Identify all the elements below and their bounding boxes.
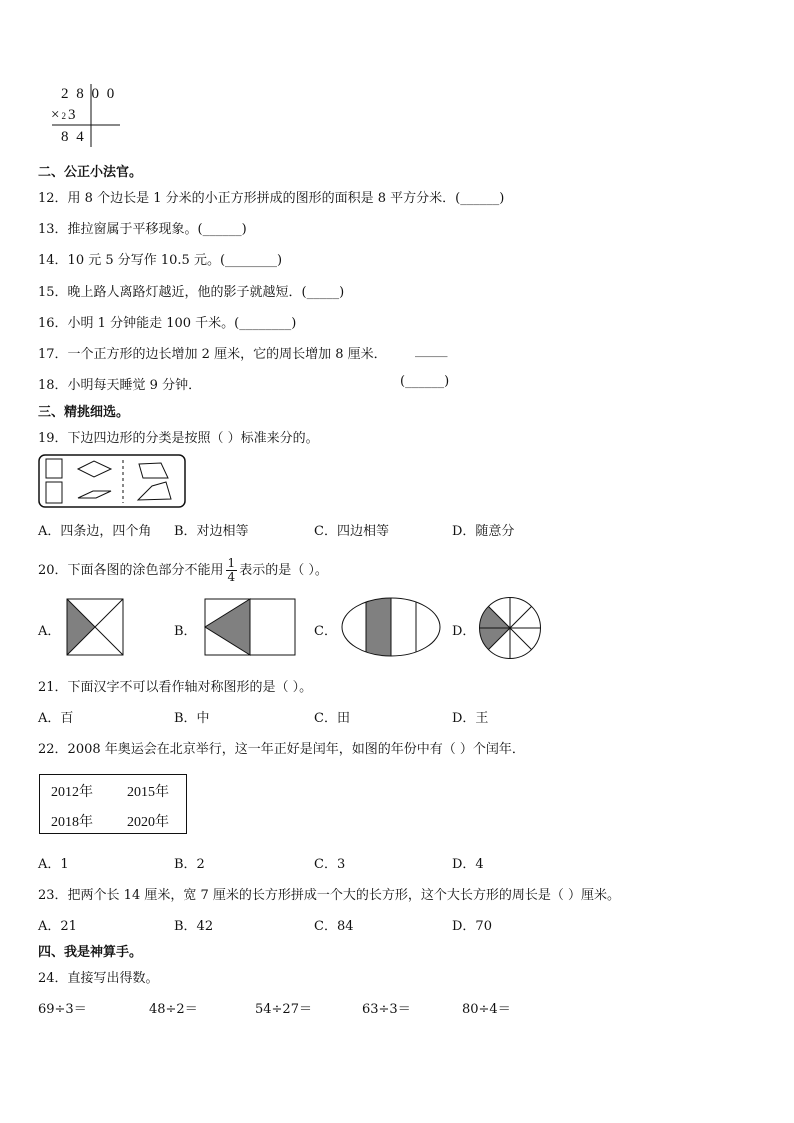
q23-option-d[interactable]: D．70 (452, 919, 492, 934)
shaded-sector-2 (479, 628, 510, 650)
fraction-denominator: 4 (227, 570, 236, 584)
question-18-blank[interactable]: (______) (400, 374, 450, 389)
year-2018: 2018年 (51, 815, 93, 830)
q19-option-b[interactable]: B．对边相等 (174, 524, 249, 539)
q20-text-before: 20．下面各图的涂色部分不能用 (38, 563, 224, 578)
q19-option-a[interactable]: A．四条边，四个角 (38, 524, 152, 539)
question-22: 22．2008 年奥运会在北京举行，这一年正好是闰年，如图的年份中有（ ）个闰年． (38, 742, 525, 757)
q22-option-a[interactable]: A．1 (38, 857, 69, 872)
question-13: 13．推拉窗属于平移现象。(______) (38, 222, 247, 237)
q20-option-c-label[interactable]: C． (314, 624, 337, 639)
question-15: 15．晚上路人离路灯越近，他的影子就越短．(_____) (38, 285, 345, 300)
q22-option-c[interactable]: C．3 (314, 857, 346, 872)
shaded-sector-1 (479, 606, 510, 628)
shaded-triangle-b (205, 599, 250, 655)
question-19: 19．下边四边形的分类是按照（ ）标准来分的。 (38, 431, 319, 446)
calc-carry-digit: 2 (61, 111, 68, 121)
calc-item-5[interactable]: 80÷4＝ (462, 1002, 511, 1017)
years-box (39, 774, 187, 834)
question-17-blank[interactable]: _____ (415, 343, 448, 358)
question-18: 18．小明每天睡觉 9 分钟． (38, 378, 202, 393)
calc-multiply-sign: × (51, 107, 62, 123)
trapezoid-shape (139, 463, 168, 478)
q22-option-d[interactable]: D．4 (452, 857, 484, 872)
parallelogram-shape (78, 491, 111, 498)
calc-row-3: 8 4 (61, 129, 86, 145)
q21-option-d[interactable]: D．王 (452, 711, 489, 726)
square-shape (46, 459, 62, 478)
q23-option-a[interactable]: A．21 (38, 919, 77, 934)
section-2-title: 二、公正小法官。 (38, 165, 143, 180)
rhombus-shape (78, 461, 111, 477)
q20-figure-b (204, 598, 296, 656)
year-2020: 2020年 (127, 815, 169, 830)
question-14: 14．10 元 5 分写作 10.5 元。(________) (38, 253, 283, 268)
question-12: 12．用 8 个边长是 1 分米的小正方形拼成的图形的面积是 8 平方分米．(______) (38, 191, 505, 206)
q20-text-after: 表示的是（ ）。 (239, 563, 328, 578)
irregular-quadrilateral-shape (138, 482, 171, 500)
calc-row-2 (51, 107, 77, 124)
calc-item-1[interactable]: 69÷3＝ (38, 1002, 87, 1017)
calc-item-3[interactable]: 54÷27＝ (255, 1002, 312, 1017)
q21-option-c[interactable]: C．田 (314, 711, 350, 726)
q23-option-c[interactable]: C．84 (314, 919, 354, 934)
question-23: 23．把两个长 14 厘米，宽 7 厘米的长方形拼成一个大的长方形，这个大长方形的周长是（ ）厘米。 (38, 888, 621, 903)
q21-option-a[interactable]: A．百 (38, 711, 74, 726)
fraction-numerator: 1 (227, 556, 236, 570)
year-2012: 2012年 (51, 785, 93, 800)
question-24: 24．直接写出得数。 (38, 971, 159, 986)
q20-option-a-label[interactable]: A． (38, 624, 61, 639)
q22-option-b[interactable]: B．2 (174, 857, 205, 872)
q20-figure-d (479, 597, 541, 659)
rectangle-shape (46, 482, 62, 503)
shaded-strip-c (366, 597, 391, 657)
q20-option-b-label[interactable]: B． (174, 624, 197, 639)
question-16: 16．小明 1 分钟能走 100 千米。(________) (38, 316, 297, 331)
q20-figure-c (341, 597, 441, 657)
shaded-triangle-a (67, 599, 95, 655)
calc-item-2[interactable]: 48÷2＝ (149, 1002, 198, 1017)
q19-option-c[interactable]: C．四边相等 (314, 524, 389, 539)
q23-option-b[interactable]: B．42 (174, 919, 214, 934)
q19-option-d[interactable]: D．随意分 (452, 524, 515, 539)
calc-lines (0, 0, 120, 70)
calc-row-1: 2 8 0 0 (61, 86, 117, 102)
question-20 (38, 557, 328, 584)
section-4-title: 四、我是神算手。 (38, 945, 143, 960)
calc-item-4[interactable]: 63÷3＝ (362, 1002, 411, 1017)
year-2015: 2015年 (127, 785, 169, 800)
q21-option-b[interactable]: B．中 (174, 711, 210, 726)
quadrilateral-classification-figure (38, 454, 186, 508)
fraction-one-quarter (226, 557, 238, 584)
q20-figure-a (66, 598, 124, 656)
q20-option-d-label[interactable]: D． (452, 624, 476, 639)
question-17: 17．一个正方形的边长增加 2 厘米，它的周长增加 8 厘米． (38, 347, 387, 362)
section-3-title: 三、精挑细选。 (38, 405, 130, 420)
question-21: 21．下面汉字不可以看作轴对称图形的是（ ）。 (38, 680, 313, 695)
calc-multiplier: 3 (67, 107, 78, 123)
